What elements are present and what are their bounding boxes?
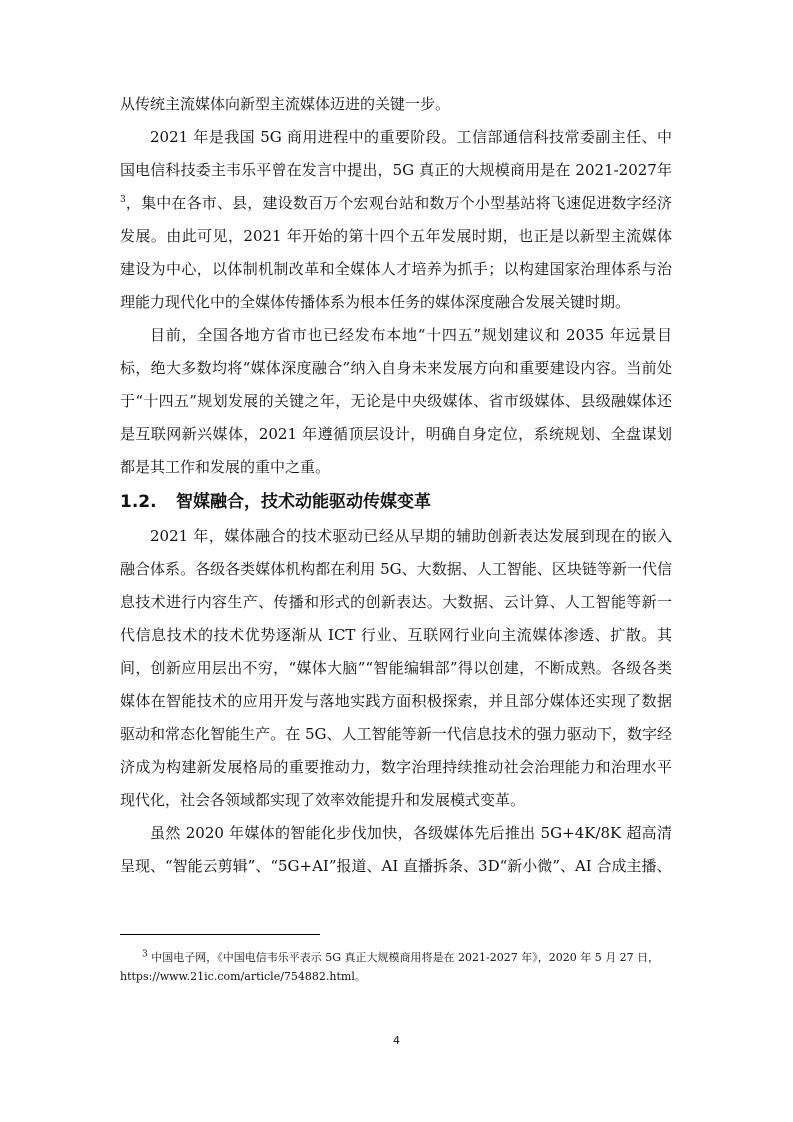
section-number: 1.2. [120, 492, 157, 512]
footnote-reference[interactable]: 3 [120, 195, 126, 205]
footnote-link[interactable]: https://www.21ic.com/article/754882.html。 [120, 970, 366, 983]
paragraph-text: 2021 年，媒体融合的技术驱动已经从早期的辅助创新表达发展到现在的嵌入融合体系。各级各类媒体机构都在利用 5G、大数据、人工智能、区块链等新一代信息技术进行内容生产、传播和形式的创新表达。大数据、云计算、人工智能等新一代信息技术的技术优势逐渐从 ICT 行业、互联网行业向主流媒体渗透、扩散。其间，创新应用层出不穷，“媒体大脑”“智能编辑部”得以创建，不断成熟。各级各类媒体在智能技术的应用开发与落地实践方面积极探索，并且部分媒体还实现了数据驱动和常态化智能生产。在 5G、人工智能等新一代信息技术的强力驱动下，数字经济成为构建新发展格局的重要推动力，数字治理持续推动社会治理能力和治理水平现代化，社会各领域都实现了效率效能提升和发展模式变革。 [120, 527, 672, 809]
paragraph-14th-five-year [120, 319, 672, 484]
paragraph-text: 从传统主流媒体向新型主流媒体迈进的关键一步。 [120, 95, 451, 113]
paragraph-text: 2021 年是我国 5G 商用进程中的重要阶段。工信部通信科技常委副主任、中国电信科技委主韦乐平曾在发言中提出，5G 真正的大规模商用是在 2021-2027年 [120, 128, 672, 179]
paragraph-intelligent-media [120, 817, 672, 883]
paragraph-text: 目前，全国各地方省市也已经发布本地“十四五”规划建议和 2035 年远景目标，绝大多数均将“媒体深度融合”纳入自身未来发展方向和重要建设内容。当前处于“十四五”规划发展的关键之年，无论是中央级媒体、省市级媒体、县级融媒体还是互联网新兴媒体，2021 年遵循顶层设计，明确自身定位，系统规划、全盘谋划都是其工作和发展的重中之重。 [120, 326, 672, 476]
paragraph-tech-driven [120, 520, 672, 817]
paragraph-5g-2021 [120, 121, 672, 319]
paragraph-text: ，集中在各市、县，建设数百万个宏观台站和数万个小型基站将飞速促进数字经济发展。由此可见，2021 年开始的第十四个五年发展时期，也正是以新型主流媒体建设为中心，以体制机制改革和全媒体人才培养为抓手；以构建国家治理体系与治理能力现代化中的全媒体传播体系为根本任务的媒体深度融合发展关键时期。 [120, 194, 672, 311]
page-number: 4 [393, 1034, 400, 1047]
footnote-text: 中国电子网，《中国电信韦乐平表示 5G 真正大规模商用将是在 2021-2027 年》，2020 年 5 月 27 日， [147, 951, 660, 964]
footnote-separator [120, 934, 320, 935]
paragraph-continued [120, 88, 672, 121]
section-title: 智媒融合，技术动能驱动传媒变革 [176, 492, 431, 512]
footnote-marker: 3 [142, 949, 148, 960]
body-text [120, 88, 672, 883]
section-heading [120, 484, 672, 520]
paragraph-text: 虽然 2020 年媒体的智能化步伐加快，各级媒体先后推出 5G+4K/8K 超高清呈现、“智能云剪辑”、“5G+AI”报道、AI 直播拆条、3D“新小微”、AI 合成主播、 [120, 824, 672, 875]
footnote [120, 948, 672, 986]
